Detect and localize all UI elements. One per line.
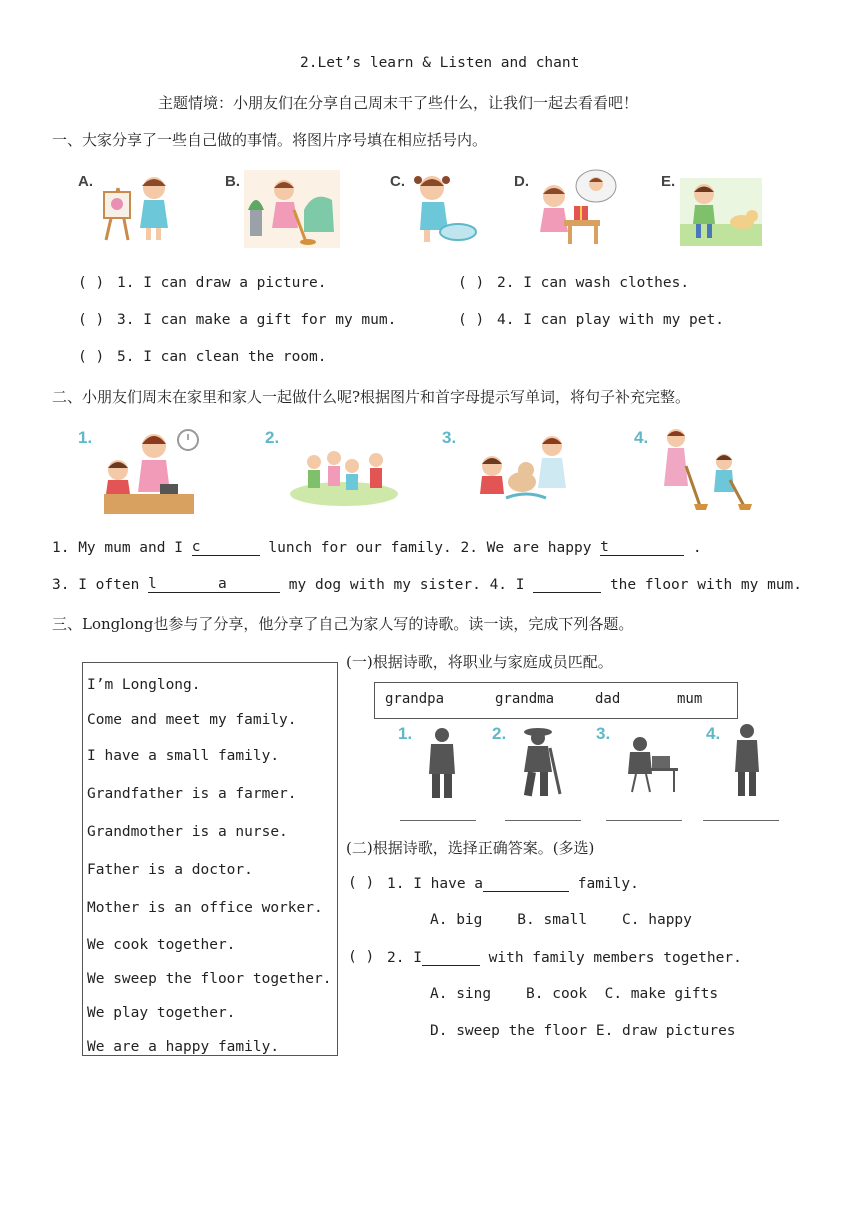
children-playing-together-icon xyxy=(290,440,398,506)
item-2-text: 2. I can wash clothes. xyxy=(497,275,690,291)
item-4-paren[interactable]: ( ) xyxy=(458,312,485,328)
boy-cooking-with-mum-icon xyxy=(100,424,206,518)
q1-options: A. big B. small C. happy xyxy=(430,912,692,928)
q2-options-line1: A. sing B. cook C. make gifts xyxy=(430,986,719,1002)
q1-stem xyxy=(387,875,639,892)
line1-part-b: lunch for our family. 2. We are happy xyxy=(268,540,592,556)
part2-line2 xyxy=(52,576,802,593)
q1-paren[interactable]: ( ) xyxy=(348,875,375,891)
washing-dog-with-sister-icon xyxy=(466,432,578,508)
q1-stem-a: 1. I have a xyxy=(387,876,484,892)
answer-line-4[interactable] xyxy=(703,820,779,821)
item-3-paren[interactable]: ( ) xyxy=(78,312,105,328)
girl-washing-clothes-icon xyxy=(408,170,478,244)
q2-stem-a: 2. I xyxy=(387,950,422,966)
poem-line: I’m Longlong. xyxy=(87,677,201,693)
figure-number-1: 1. xyxy=(398,724,413,743)
hint-letter-c: c xyxy=(191,539,201,555)
answer-line-3[interactable] xyxy=(606,820,682,821)
picture-letter-c: C. xyxy=(390,173,405,190)
line2-part-b: my dog with my sister. 4. I xyxy=(288,577,525,593)
q2-stem xyxy=(387,949,742,966)
poem-line: We are a happy family. xyxy=(87,1039,280,1055)
q2-blank[interactable] xyxy=(422,949,480,966)
picture-letter-e: E. xyxy=(661,173,676,190)
q1-stem-b: family. xyxy=(577,876,639,892)
poem-line: We play together. xyxy=(87,1005,236,1021)
answer-line-1[interactable] xyxy=(400,820,476,821)
sub1-heading: (一)根据诗歌，将职业与家庭成员匹配。 xyxy=(346,653,613,671)
poem-line: Father is a doctor. xyxy=(87,862,253,878)
word-bank xyxy=(374,682,738,719)
hint-letter-a: a xyxy=(218,576,227,592)
answer-line-2[interactable] xyxy=(505,820,581,821)
q2-paren[interactable]: ( ) xyxy=(348,949,375,965)
q1-blank[interactable] xyxy=(483,875,569,892)
figure-number-2: 2. xyxy=(492,724,507,743)
poem-line: We cook together. xyxy=(87,937,236,953)
blank-1[interactable] xyxy=(192,539,260,556)
picture-number-1: 1. xyxy=(78,428,93,447)
poem-line: Grandfather is a farmer. xyxy=(87,786,297,802)
item-1-text: 1. I can draw a picture. xyxy=(117,275,327,291)
picture-number-3: 3. xyxy=(442,428,457,447)
blank-4[interactable] xyxy=(533,576,601,593)
word-grandma: grandma xyxy=(495,691,555,707)
item-1-paren[interactable]: ( ) xyxy=(78,275,105,291)
line2-part-a: 3. I often xyxy=(52,577,140,593)
line1-part-c: . xyxy=(692,540,702,556)
girl-drawing-picture-icon xyxy=(98,170,178,244)
poem-line: Come and meet my family. xyxy=(87,712,297,728)
item-5-paren[interactable]: ( ) xyxy=(78,349,105,365)
item-4-text: 4. I can play with my pet. xyxy=(497,312,724,328)
item-2-paren[interactable]: ( ) xyxy=(458,275,485,291)
poem-line: Grandmother is a nurse. xyxy=(87,824,288,840)
blank-3a[interactable] xyxy=(148,576,218,593)
word-mum: mum xyxy=(677,691,703,707)
picture-number-2: 2. xyxy=(265,428,280,447)
blank-3b[interactable] xyxy=(218,576,280,593)
poem-line: I have a small family. xyxy=(87,748,280,764)
part1-heading: 一、大家分享了一些自己做的事情。将图片序号填在相应括号内。 xyxy=(52,131,488,149)
doctor-silhouette-icon xyxy=(422,726,462,798)
hint-letter-t: t xyxy=(600,539,609,555)
picture-letter-b: B. xyxy=(225,173,240,190)
picture-letter-a: A. xyxy=(78,173,93,190)
poem-box xyxy=(82,662,338,1056)
item-5-text: 5. I can clean the room. xyxy=(117,349,327,365)
boy-playing-with-pet-icon xyxy=(680,178,762,246)
line1-part-a: 1. My mum and I xyxy=(52,540,183,556)
sub2-heading: (二)根据诗歌，选择正确答案。(多选) xyxy=(346,839,595,857)
part2-line1 xyxy=(52,539,702,556)
girl-cleaning-room-icon xyxy=(244,170,340,248)
word-dad: dad xyxy=(595,691,621,707)
q2-stem-b: with family members together. xyxy=(488,950,742,966)
sweeping-floor-with-mum-icon xyxy=(656,426,756,512)
farmer-silhouette-icon xyxy=(516,724,564,798)
picture-number-4: 4. xyxy=(634,428,649,447)
q2-options-line2: D. sweep the floor E. draw pictures xyxy=(430,1023,736,1039)
office-worker-silhouette-icon xyxy=(622,734,682,794)
picture-letter-d: D. xyxy=(514,173,529,190)
blank-2[interactable] xyxy=(600,539,684,556)
figure-number-4: 4. xyxy=(706,724,721,743)
part3-heading: 三、Longlong也参与了分享，他分享了自己为家人写的诗歌。读一读，完成下列各题。 xyxy=(52,615,634,633)
figure-number-3: 3. xyxy=(596,724,611,743)
girl-making-gift-icon xyxy=(530,166,620,248)
theme-text: 主题情境：小朋友们在分享自己周末干了些什么，让我们一起去看看吧！ xyxy=(158,94,639,112)
part2-heading: 二、小朋友们周末在家里和家人一起做什么呢?根据图片和首字母提示写单词，将句子补充完整。 xyxy=(52,388,691,406)
hint-letter-l: l xyxy=(148,576,157,592)
line2-part-c: the floor with my mum. xyxy=(609,577,803,593)
poem-line: Mother is an office worker. xyxy=(87,900,323,916)
word-grandpa: grandpa xyxy=(385,691,445,707)
item-3-text: 3. I can make a gift for my mum. xyxy=(117,312,397,328)
nurse-silhouette-icon xyxy=(730,722,764,798)
worksheet-title: 2.Let’s learn & Listen and chant xyxy=(300,55,580,71)
poem-line: We sweep the floor together. xyxy=(87,971,332,987)
